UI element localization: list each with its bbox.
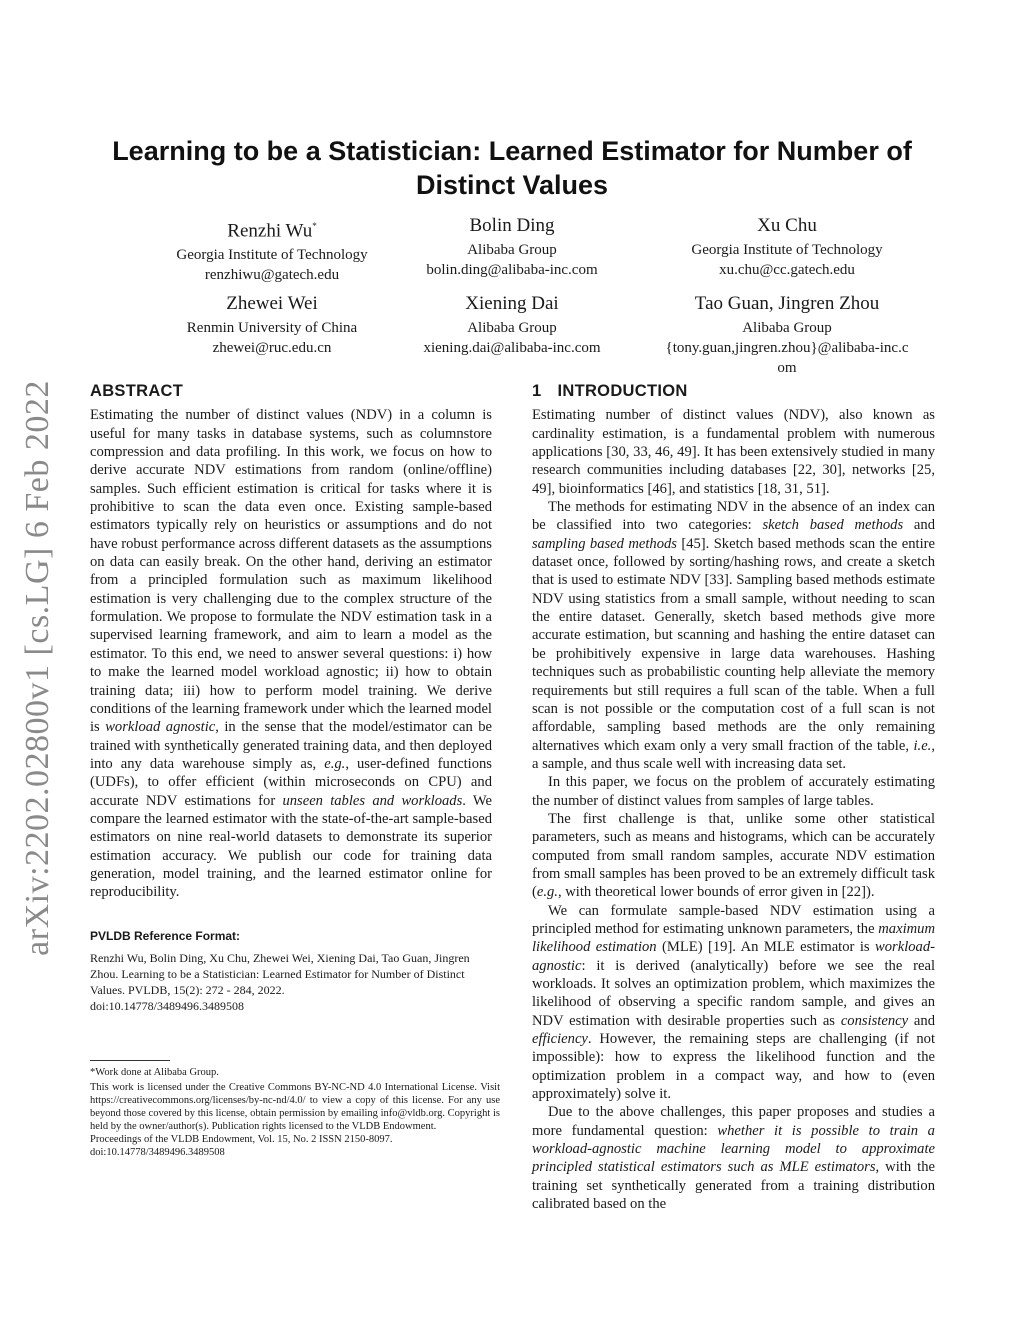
footnote-doi: doi:10.14778/3489496.3489508 — [90, 1147, 225, 1158]
footnotes — [90, 1066, 500, 1159]
footnote-proceedings: Proceedings of the VLDB Endowment, Vol. 15, No. 2 ISSN 2150-8097. — [90, 1134, 393, 1145]
footnote-divider — [90, 1060, 170, 1061]
author-email: xu.chu@cc.gatech.edu — [719, 262, 855, 278]
intro-paragraph: Estimating number of distinct values (NDV), also known as cardinality estimation, is a fundamental problem with numerous applications [30, 33, 46, 49]. It has been extensively studied in many research communities including databases [22, 30], networks [25, 49], bioinformatics [46], and statistics [18, 31, 51]. — [532, 407, 935, 497]
intro-paragraph: We can formulate sample-based NDV estimation using a principled method for estimating unknown parameters, the maximum likelihood estimation (MLE) [19]. An MLE estimator is workload-agnostic: it is derived (analytically) before we see the real workloads. It solves an optimization problem, which maximizes the likelihood of observing a specific random sample, and gives an NDV estimation with desirable properties such as consistency and efficiency. However, the remaining steps are challenging (if not impossible): how to express the likelihood function and the optimization problem in a compact way, and how to (even approximately) solve it. — [532, 902, 935, 1103]
abstract-paragraph: Estimating the number of distinct values (NDV) in a column is useful for many tasks in database systems, such as columnstore compression and data profiling. In this work, we focus on how to derive accurate NDV estimations from random (online/offline) samples. Such efficient estimation is critical for tasks where it is prohibitive to scan the data even once. Existing sample-based estimators typically rely on heuristics or assumptions and do not have robust performance across different datasets as the assumptions on data can easily break. On the other hand, deriving an estimator from a principled formulation such as maximum likelihood estimation is very challenging due to the complex structure of the formulation. We propose to formulate the NDV estimation task in a supervised learning framework, and aim to learn a model as the estimator. To this end, we need to answer several questions: i) how to make the learned model workload agnostic; ii) how to obtain training data; iii) how to perform model training. We derive conditions of the learning framework under which the learned model is workload agnostic, in the sense that the model/estimator can be trained with synthetically generated training data, and then deployed into any data warehouse simply as, e.g., user-defined functions (UDFs), to offer efficient (within microseconds on CPU) and accurate NDV estimations for unseen tables and workloads. We compare the learned estimator with the state-of-the-art sample-based estimators on nine real-world datasets to demonstrate its superior estimation accuracy. We publish our code for training data generation, model training, and the learned estimator online for reproducibility. — [90, 407, 492, 901]
author-email: renzhiwu@gatech.edu — [204, 267, 340, 284]
author-email: zhewei@ruc.edu.cn — [212, 340, 332, 356]
abstract-heading: ABSTRACT — [90, 382, 184, 400]
author-affiliation: Alibaba Group — [467, 242, 557, 258]
intro-paragraph: Due to the above challenges, this paper proposes and studies a more fundamental question: whether it is possible to train a workload-agnostic machine learning model to approximate principled statistical estimators such as MLE estimators, with the training set synthetically generated from a training distribution calibrated based on the — [532, 1104, 935, 1213]
section-title: INTRODUCTION — [557, 382, 688, 400]
footnote-work: *Work done at Alibaba Group. — [90, 1067, 219, 1078]
abstract-section — [90, 382, 492, 902]
intro-paragraph: In this paper, we focus on the problem of accurately estimating the number of distinct values from samples of large tables. — [532, 774, 935, 809]
author-name: Xiening Dai — [465, 293, 559, 314]
author-email: xiening.dai@alibaba-inc.com — [423, 340, 601, 356]
author-block — [637, 214, 937, 280]
arxiv-identifier — [4, 380, 72, 956]
footnote-license: This work is licensed under the Creative Commons BY-NC-ND 4.0 International License. Visit https://creativecommons.org/licenses/by-nc-nd/4.0/ to view a copy of this license. For any use beyond those covered by this license, obtain permission by emailing info@vldb.org. Copyright is held by the owner/author(s). Publication rights licensed to the VLDB Endowment. — [90, 1082, 500, 1132]
author-affiliation: Georgia Institute of Technology — [691, 242, 883, 258]
reference-format — [90, 928, 492, 1014]
footnote-mark: * — [312, 221, 317, 231]
author-affiliation: Alibaba Group — [467, 320, 557, 336]
author-name: Tao Guan, Jingren Zhou — [694, 293, 880, 314]
author-name: Xu Chu — [757, 215, 817, 236]
author-name: Renzhi Wu — [227, 220, 313, 242]
arxiv-text: arXiv:2202.02800v1 [cs.LG] 6 Feb 2022 — [19, 380, 56, 956]
author-name: Zhewei Wei — [226, 293, 318, 314]
author-affiliation: Renmin University of China — [186, 320, 358, 336]
reference-format-heading: PVLDB Reference Format: — [90, 929, 241, 943]
intro-paragraph: The methods for estimating NDV in the absence of an index can be classified into two categories: sketch based methods and sampling based methods [45]. Sketch based methods scan the entire dataset once, followed by sorting/hashing rows, and create a sketch that is used to estimate NDV [33]. Sampling based methods estimate NDV using statistics from a small sample, without needing to scan the entire dataset. Generally, sketch based methods give more accurate estimation, but scanning and hashing the entire dataset can be prohibitively expensive in large data warehouses. Hashing techniques such as probabilistic counting help alleviate the memory requirements but still requires a full scan of the table. When a full scan is not possible or the computation cost of a full scan is not affordable, sampling based methods are the only remaining alternatives which exam only a very small fraction of the table, i.e., a sample, and thus scale well with increasing data set. — [532, 499, 935, 772]
author-affiliation: Alibaba Group — [742, 320, 832, 336]
author-block — [362, 292, 662, 358]
author-email: bolin.ding@alibaba-inc.com — [426, 262, 598, 278]
author-name: Bolin Ding — [469, 215, 555, 236]
author-block — [637, 292, 937, 378]
intro-paragraph: The first challenge is that, unlike some other statistical parameters, such as means and histograms, which can be accurately computed from small random samples, accurate NDV estimation from small samples has been proved to be an extremely difficult task (e.g., with theoretical lower bounds of error given in [22]). — [532, 810, 935, 901]
introduction-section — [532, 382, 935, 1213]
section-heading — [532, 382, 935, 400]
author-block — [362, 214, 662, 280]
author-affiliation: Georgia Institute of Technology — [176, 247, 368, 264]
reference-format-text: Renzhi Wu, Bolin Ding, Xu Chu, Zhewei Wei, Xiening Dai, Tao Guan, Jingren Zhou. Learning to be a Statistician: Learned Estimator for Number of Distinct Values. PVLDB, 15(2): 272 - 284, 2022. — [90, 951, 470, 997]
section-number: 1 — [532, 382, 542, 400]
paper-title: Learning to be a Statistician: Learned Estimator for Number of Distinct Values — [112, 136, 912, 200]
reference-format-doi: doi:10.14778/3489496.3489508 — [90, 999, 245, 1013]
author-email: {tony.guan,jingren.zhou}@alibaba-inc.com — [665, 340, 909, 376]
